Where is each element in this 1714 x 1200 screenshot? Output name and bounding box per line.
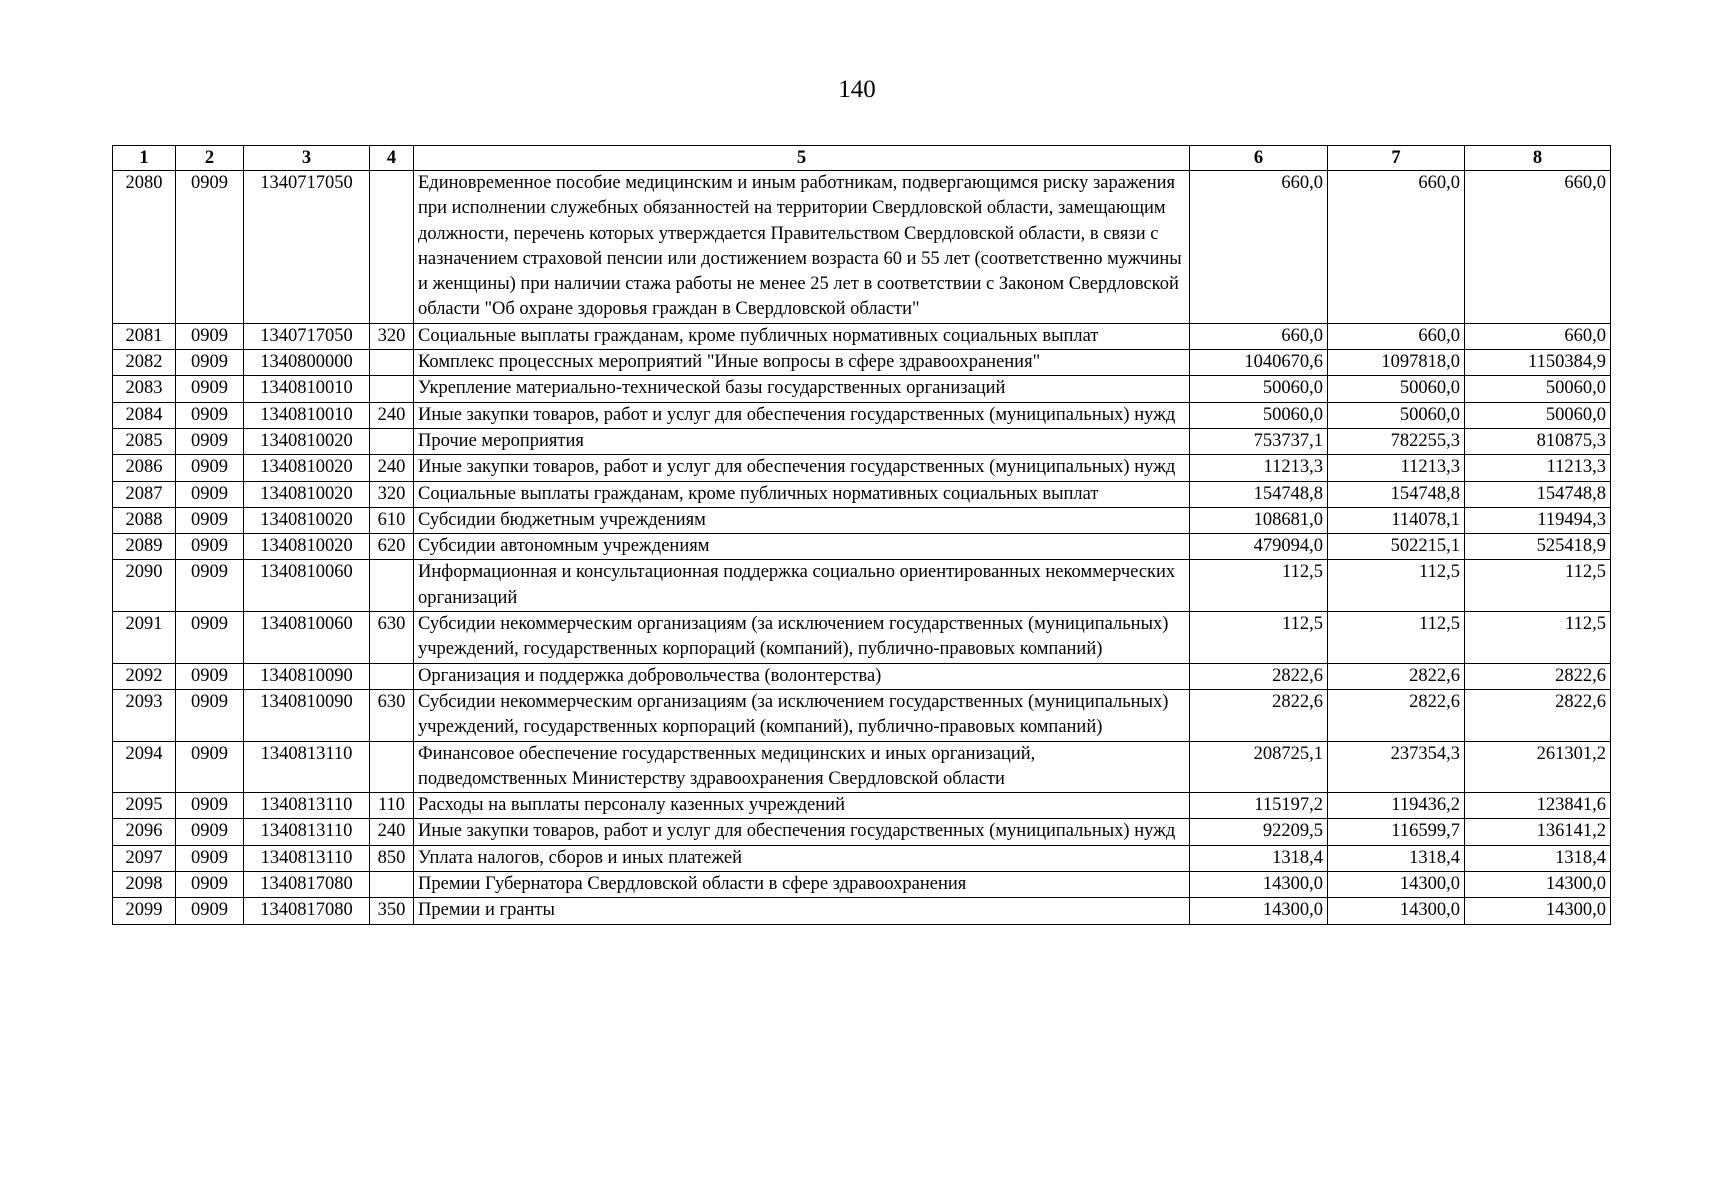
target-article-code: 1340717050: [244, 171, 370, 324]
amount-year-2: 2822,6: [1328, 689, 1465, 741]
amount-year-1: 14300,0: [1190, 898, 1328, 924]
target-article-code: 1340813110: [244, 845, 370, 871]
row-number: 2082: [113, 350, 176, 376]
section-code: 0909: [176, 663, 244, 689]
column-header-8: 8: [1465, 146, 1611, 171]
amount-year-2: 154748,8: [1328, 481, 1465, 507]
item-description: Субсидии автономным учреждениям: [414, 534, 1190, 560]
expense-type-code: 630: [370, 689, 414, 741]
item-description: Иные закупки товаров, работ и услуг для обеспечения государственных (муниципальных) нужд: [414, 455, 1190, 481]
section-code: 0909: [176, 350, 244, 376]
expense-type-code: 610: [370, 507, 414, 533]
amount-year-3: 112,5: [1465, 560, 1611, 612]
table-row: [113, 560, 1611, 612]
row-number: 2095: [113, 793, 176, 819]
target-article-code: 1340810020: [244, 428, 370, 454]
column-header-5: 5: [414, 146, 1190, 171]
table-row: [113, 455, 1611, 481]
amount-year-1: 112,5: [1190, 560, 1328, 612]
target-article-code: 1340717050: [244, 323, 370, 349]
section-code: 0909: [176, 455, 244, 481]
amount-year-3: 11213,3: [1465, 455, 1611, 481]
table-row: [113, 376, 1611, 402]
row-number: 2085: [113, 428, 176, 454]
amount-year-2: 119436,2: [1328, 793, 1465, 819]
item-description: Прочие мероприятия: [414, 428, 1190, 454]
table-row: [113, 741, 1611, 793]
table-row: [113, 793, 1611, 819]
row-number: 2084: [113, 402, 176, 428]
amount-year-1: 2822,6: [1190, 663, 1328, 689]
amount-year-3: 50060,0: [1465, 402, 1611, 428]
expense-type-code: [370, 741, 414, 793]
expense-type-code: [370, 663, 414, 689]
target-article-code: 1340810060: [244, 560, 370, 612]
section-code: 0909: [176, 323, 244, 349]
item-description: Расходы на выплаты персоналу казенных учреждений: [414, 793, 1190, 819]
item-description: Организация и поддержка добровольчества (волонтерства): [414, 663, 1190, 689]
row-number: 2093: [113, 689, 176, 741]
table-row: [113, 689, 1611, 741]
amount-year-3: 810875,3: [1465, 428, 1611, 454]
amount-year-1: 112,5: [1190, 612, 1328, 664]
section-code: 0909: [176, 560, 244, 612]
item-description: Единовременное пособие медицинским и иным работникам, подвергающимся риску заражения при исполнении служебных обязанностей на территории Свердловской области, замещающим должности, перечень которых утверждается Правительством Свердловской области, в связи с назначением страховой пенсии или достижением возраста 60 и 55 лет (соответственно мужчины и женщины) при наличии стажа работы не менее 25 лет в соответствии с Законом Свердловской области "Об охране здоровья граждан в Свердловской области": [414, 171, 1190, 324]
row-number: 2086: [113, 455, 176, 481]
section-code: 0909: [176, 872, 244, 898]
target-article-code: 1340817080: [244, 872, 370, 898]
table-row: [113, 534, 1611, 560]
item-description: Иные закупки товаров, работ и услуг для обеспечения государственных (муниципальных) нужд: [414, 402, 1190, 428]
amount-year-3: 660,0: [1465, 323, 1611, 349]
amount-year-2: 782255,3: [1328, 428, 1465, 454]
amount-year-1: 50060,0: [1190, 402, 1328, 428]
amount-year-2: 660,0: [1328, 171, 1465, 324]
table-row: [113, 481, 1611, 507]
item-description: Премии и гранты: [414, 898, 1190, 924]
amount-year-2: 50060,0: [1328, 376, 1465, 402]
item-description: Комплекс процессных мероприятий "Иные вопросы в сфере здравоохранения": [414, 350, 1190, 376]
amount-year-2: 114078,1: [1328, 507, 1465, 533]
row-number: 2096: [113, 819, 176, 845]
amount-year-3: 112,5: [1465, 612, 1611, 664]
amount-year-2: 2822,6: [1328, 663, 1465, 689]
column-header-7: 7: [1328, 146, 1465, 171]
amount-year-1: 660,0: [1190, 323, 1328, 349]
amount-year-2: 502215,1: [1328, 534, 1465, 560]
amount-year-2: 112,5: [1328, 612, 1465, 664]
amount-year-1: 208725,1: [1190, 741, 1328, 793]
table-row: [113, 663, 1611, 689]
row-number: 2091: [113, 612, 176, 664]
table-row: [113, 171, 1611, 324]
amount-year-3: 50060,0: [1465, 376, 1611, 402]
amount-year-1: 115197,2: [1190, 793, 1328, 819]
expense-type-code: 630: [370, 612, 414, 664]
table-row: [113, 402, 1611, 428]
section-code: 0909: [176, 845, 244, 871]
amount-year-2: 1318,4: [1328, 845, 1465, 871]
expense-type-code: [370, 428, 414, 454]
amount-year-1: 479094,0: [1190, 534, 1328, 560]
expense-type-code: 350: [370, 898, 414, 924]
column-header-2: 2: [176, 146, 244, 171]
section-code: 0909: [176, 376, 244, 402]
amount-year-3: 2822,6: [1465, 689, 1611, 741]
item-description: Иные закупки товаров, работ и услуг для обеспечения государственных (муниципальных) нужд: [414, 819, 1190, 845]
expense-type-code: [370, 376, 414, 402]
amount-year-3: 1150384,9: [1465, 350, 1611, 376]
expense-type-code: [370, 350, 414, 376]
row-number: 2092: [113, 663, 176, 689]
item-description: Субсидии некоммерческим организациям (за исключением государственных (муниципальных) учреждений, государственных корпораций (компаний), публично-правовых компаний): [414, 689, 1190, 741]
item-description: Финансовое обеспечение государственных медицинских и иных организаций, подведомственных Министерству здравоохранения Свердловской области: [414, 741, 1190, 793]
row-number: 2088: [113, 507, 176, 533]
amount-year-3: 119494,3: [1465, 507, 1611, 533]
column-header-6: 6: [1190, 146, 1328, 171]
budget-table: [112, 145, 1611, 925]
target-article-code: 1340810060: [244, 612, 370, 664]
row-number: 2090: [113, 560, 176, 612]
target-article-code: 1340810090: [244, 663, 370, 689]
item-description: Субсидии бюджетным учреждениям: [414, 507, 1190, 533]
page-number: 140: [838, 76, 876, 103]
amount-year-1: 1318,4: [1190, 845, 1328, 871]
expense-type-code: 320: [370, 481, 414, 507]
section-code: 0909: [176, 507, 244, 533]
table-row: [113, 819, 1611, 845]
table-body: [113, 171, 1611, 925]
item-description: Социальные выплаты гражданам, кроме публичных нормативных социальных выплат: [414, 481, 1190, 507]
expense-type-code: 620: [370, 534, 414, 560]
expense-type-code: 240: [370, 455, 414, 481]
target-article-code: 1340813110: [244, 793, 370, 819]
amount-year-2: 660,0: [1328, 323, 1465, 349]
target-article-code: 1340800000: [244, 350, 370, 376]
amount-year-1: 11213,3: [1190, 455, 1328, 481]
amount-year-3: 660,0: [1465, 171, 1611, 324]
section-code: 0909: [176, 428, 244, 454]
target-article-code: 1340810010: [244, 376, 370, 402]
amount-year-3: 154748,8: [1465, 481, 1611, 507]
column-header-3: 3: [244, 146, 370, 171]
table-row: [113, 872, 1611, 898]
target-article-code: 1340810020: [244, 455, 370, 481]
amount-year-1: 2822,6: [1190, 689, 1328, 741]
table-row: [113, 323, 1611, 349]
expense-type-code: [370, 872, 414, 898]
section-code: 0909: [176, 793, 244, 819]
section-code: 0909: [176, 898, 244, 924]
item-description: Субсидии некоммерческим организациям (за исключением государственных (муниципальных) учреждений, государственных корпораций (компаний), публично-правовых компаний): [414, 612, 1190, 664]
column-header-1: 1: [113, 146, 176, 171]
amount-year-1: 1040670,6: [1190, 350, 1328, 376]
amount-year-1: 753737,1: [1190, 428, 1328, 454]
expense-type-code: [370, 560, 414, 612]
table-row: [113, 428, 1611, 454]
expense-type-code: 240: [370, 402, 414, 428]
row-number: 2099: [113, 898, 176, 924]
item-description: Уплата налогов, сборов и иных платежей: [414, 845, 1190, 871]
item-description: Информационная и консультационная поддержка социально ориентированных некоммерческих организаций: [414, 560, 1190, 612]
target-article-code: 1340810010: [244, 402, 370, 428]
row-number: 2083: [113, 376, 176, 402]
amount-year-1: 14300,0: [1190, 872, 1328, 898]
amount-year-3: 123841,6: [1465, 793, 1611, 819]
target-article-code: 1340810020: [244, 507, 370, 533]
amount-year-2: 112,5: [1328, 560, 1465, 612]
amount-year-2: 11213,3: [1328, 455, 1465, 481]
section-code: 0909: [176, 612, 244, 664]
row-number: 2087: [113, 481, 176, 507]
table-header-row: [113, 146, 1611, 171]
expense-type-code: 110: [370, 793, 414, 819]
amount-year-3: 1318,4: [1465, 845, 1611, 871]
amount-year-3: 14300,0: [1465, 872, 1611, 898]
expense-type-code: 320: [370, 323, 414, 349]
row-number: 2081: [113, 323, 176, 349]
expense-type-code: 850: [370, 845, 414, 871]
section-code: 0909: [176, 534, 244, 560]
section-code: 0909: [176, 402, 244, 428]
row-number: 2098: [113, 872, 176, 898]
item-description: Социальные выплаты гражданам, кроме публичных нормативных социальных выплат: [414, 323, 1190, 349]
amount-year-1: 92209,5: [1190, 819, 1328, 845]
table-row: [113, 507, 1611, 533]
table-row: [113, 612, 1611, 664]
amount-year-3: 14300,0: [1465, 898, 1611, 924]
amount-year-1: 660,0: [1190, 171, 1328, 324]
table-row: [113, 845, 1611, 871]
row-number: 2080: [113, 171, 176, 324]
amount-year-2: 50060,0: [1328, 402, 1465, 428]
target-article-code: 1340817080: [244, 898, 370, 924]
section-code: 0909: [176, 481, 244, 507]
table-row: [113, 898, 1611, 924]
target-article-code: 1340813110: [244, 819, 370, 845]
expense-type-code: 240: [370, 819, 414, 845]
amount-year-2: 14300,0: [1328, 898, 1465, 924]
amount-year-2: 237354,3: [1328, 741, 1465, 793]
row-number: 2089: [113, 534, 176, 560]
row-number: 2094: [113, 741, 176, 793]
amount-year-3: 2822,6: [1465, 663, 1611, 689]
section-code: 0909: [176, 741, 244, 793]
expense-type-code: [370, 171, 414, 324]
target-article-code: 1340810020: [244, 534, 370, 560]
item-description: Премии Губернатора Свердловской области в сфере здравоохранения: [414, 872, 1190, 898]
amount-year-3: 525418,9: [1465, 534, 1611, 560]
amount-year-3: 261301,2: [1465, 741, 1611, 793]
item-description: Укрепление материально-технической базы государственных организаций: [414, 376, 1190, 402]
amount-year-1: 50060,0: [1190, 376, 1328, 402]
table-row: [113, 350, 1611, 376]
amount-year-2: 14300,0: [1328, 872, 1465, 898]
amount-year-2: 1097818,0: [1328, 350, 1465, 376]
target-article-code: 1340810090: [244, 689, 370, 741]
section-code: 0909: [176, 171, 244, 324]
amount-year-2: 116599,7: [1328, 819, 1465, 845]
target-article-code: 1340810020: [244, 481, 370, 507]
target-article-code: 1340813110: [244, 741, 370, 793]
row-number: 2097: [113, 845, 176, 871]
amount-year-3: 136141,2: [1465, 819, 1611, 845]
column-header-4: 4: [370, 146, 414, 171]
section-code: 0909: [176, 819, 244, 845]
amount-year-1: 154748,8: [1190, 481, 1328, 507]
section-code: 0909: [176, 689, 244, 741]
amount-year-1: 108681,0: [1190, 507, 1328, 533]
